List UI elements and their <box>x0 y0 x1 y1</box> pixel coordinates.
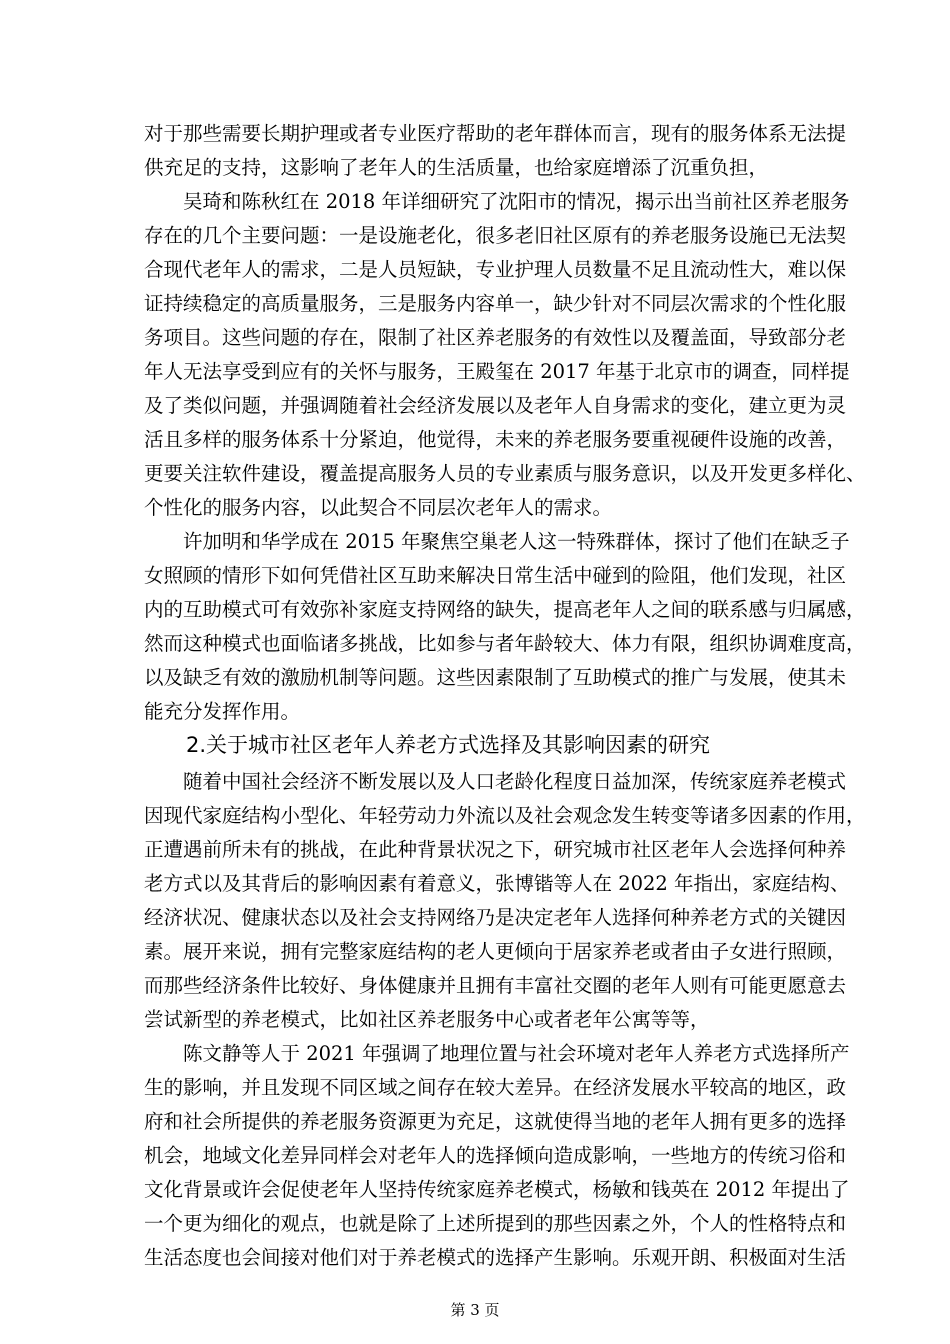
text-line: 然而这种模式也面临诸多挑战，比如参与者年龄较大、体力有限，组织协调难度高， <box>144 632 866 655</box>
text-line: 府和社会所提供的养老服务资源更为充足，这就使得当地的老年人拥有更多的选择 <box>144 1110 847 1133</box>
text-line: 随着中国社会经济不断发展以及人口老龄化程度日益加深，传统家庭养老模式 <box>144 770 847 793</box>
text-line: 年人无法享受到应有的关怀与服务，王殿玺在 2017 年基于北京市的调查，同样提 <box>144 360 850 383</box>
text-line: 供充足的支持，这影响了老年人的生活质量，也给家庭增添了沉重负担， <box>144 156 769 179</box>
text-line: 对于那些需要长期护理或者专业医疗帮助的老年群体而言，现有的服务体系无法提 <box>144 122 847 145</box>
section-heading: 2.关于城市社区老年人养老方式选择及其影响因素的研究 <box>186 733 711 757</box>
text-line: 吴琦和陈秋红在 2018 年详细研究了沈阳市的情况，揭示出当前社区养老服务 <box>144 190 850 213</box>
text-line: 合现代老年人的需求，二是人员短缺，专业护理人员数量不足且流动性大，难以保 <box>144 258 847 281</box>
text-line: 尝试新型的养老模式，比如社区养老服务中心或者老年公寓等等， <box>144 1008 710 1031</box>
text-line: 经济状况、健康状态以及社会支持网络乃是决定老年人选择何种养老方式的关键因 <box>144 906 847 929</box>
text-line: 生的影响，并且发现不同区域之间存在较大差异。在经济发展水平较高的地区，政 <box>144 1076 847 1099</box>
text-line: 存在的几个主要问题：一是设施老化，很多老旧社区原有的养老服务设施已无法契 <box>144 224 847 247</box>
text-line: 素。展开来说，拥有完整家庭结构的老人更倾向于居家养老或者由子女进行照顾， <box>144 940 847 963</box>
text-line: 而那些经济条件比较好、身体健康并且拥有丰富社交圈的老年人则有可能更愿意去 <box>144 974 847 997</box>
text-line: 证持续稳定的高质量服务，三是服务内容单一，缺少针对不同层次需求的个性化服 <box>144 292 847 315</box>
text-line: 机会，地域文化差异同样会对老年人的选择倾向造成影响，一些地方的传统习俗和 <box>144 1144 847 1167</box>
text-line: 及了类似问题，并强调随着社会经济发展以及老年人自身需求的变化，建立更为灵 <box>144 394 847 417</box>
text-line: 因现代家庭结构小型化、年轻劳动力外流以及社会观念发生转变等诸多因素的作用， <box>144 804 866 827</box>
text-line: 更要关注软件建设，覆盖提高服务人员的专业素质与服务意识，以及开发更多样化、 <box>144 462 866 485</box>
text-line: 老方式以及其背后的影响因素有着意义，张博锴等人在 2022 年指出，家庭结构、 <box>144 872 850 895</box>
text-line: 活且多样的服务体系十分紧迫，他觉得，未来的养老服务要重视硬件设施的改善， <box>144 428 847 451</box>
page-number-footer: 第 3 页 <box>450 1301 500 1319</box>
text-line: 女照顾的情形下如何凭借社区互助来解决日常生活中碰到的险阻，他们发现，社区 <box>144 564 847 587</box>
text-line: 个性化的服务内容，以此契合不同层次老年人的需求。 <box>144 496 613 519</box>
text-line: 正遭遇前所未有的挑战，在此种背景状况之下，研究城市社区老年人会选择何种养 <box>144 838 847 861</box>
text-line: 文化背景或许会促使老年人坚持传统家庭养老模式，杨敏和钱英在 2012 年提出了 <box>144 1178 850 1201</box>
text-line: 许加明和华学成在 2015 年聚焦空巢老人这一特殊群体，探讨了他们在缺乏子 <box>144 530 850 553</box>
text-line: 务项目。这些问题的存在，限制了社区养老服务的有效性以及覆盖面，导致部分老 <box>144 326 847 349</box>
text-line: 以及缺乏有效的激励机制等问题。这些因素限制了互助模式的推广与发展，使其未 <box>144 666 847 689</box>
text-line: 内的互助模式可有效弥补家庭支持网络的缺失，提高老年人之间的联系感与归属感， <box>144 598 866 621</box>
text-line: 生活态度也会间接对他们对于养老模式的选择产生影响。乐观开朗、积极面对生活 <box>144 1246 847 1269</box>
text-line: 陈文静等人于 2021 年强调了地理位置与社会环境对老年人养老方式选择所产 <box>144 1042 850 1065</box>
text-line: 能充分发挥作用。 <box>144 700 301 723</box>
text-line: 一个更为细化的观点，也就是除了上述所提到的那些因素之外，个人的性格特点和 <box>144 1212 847 1235</box>
